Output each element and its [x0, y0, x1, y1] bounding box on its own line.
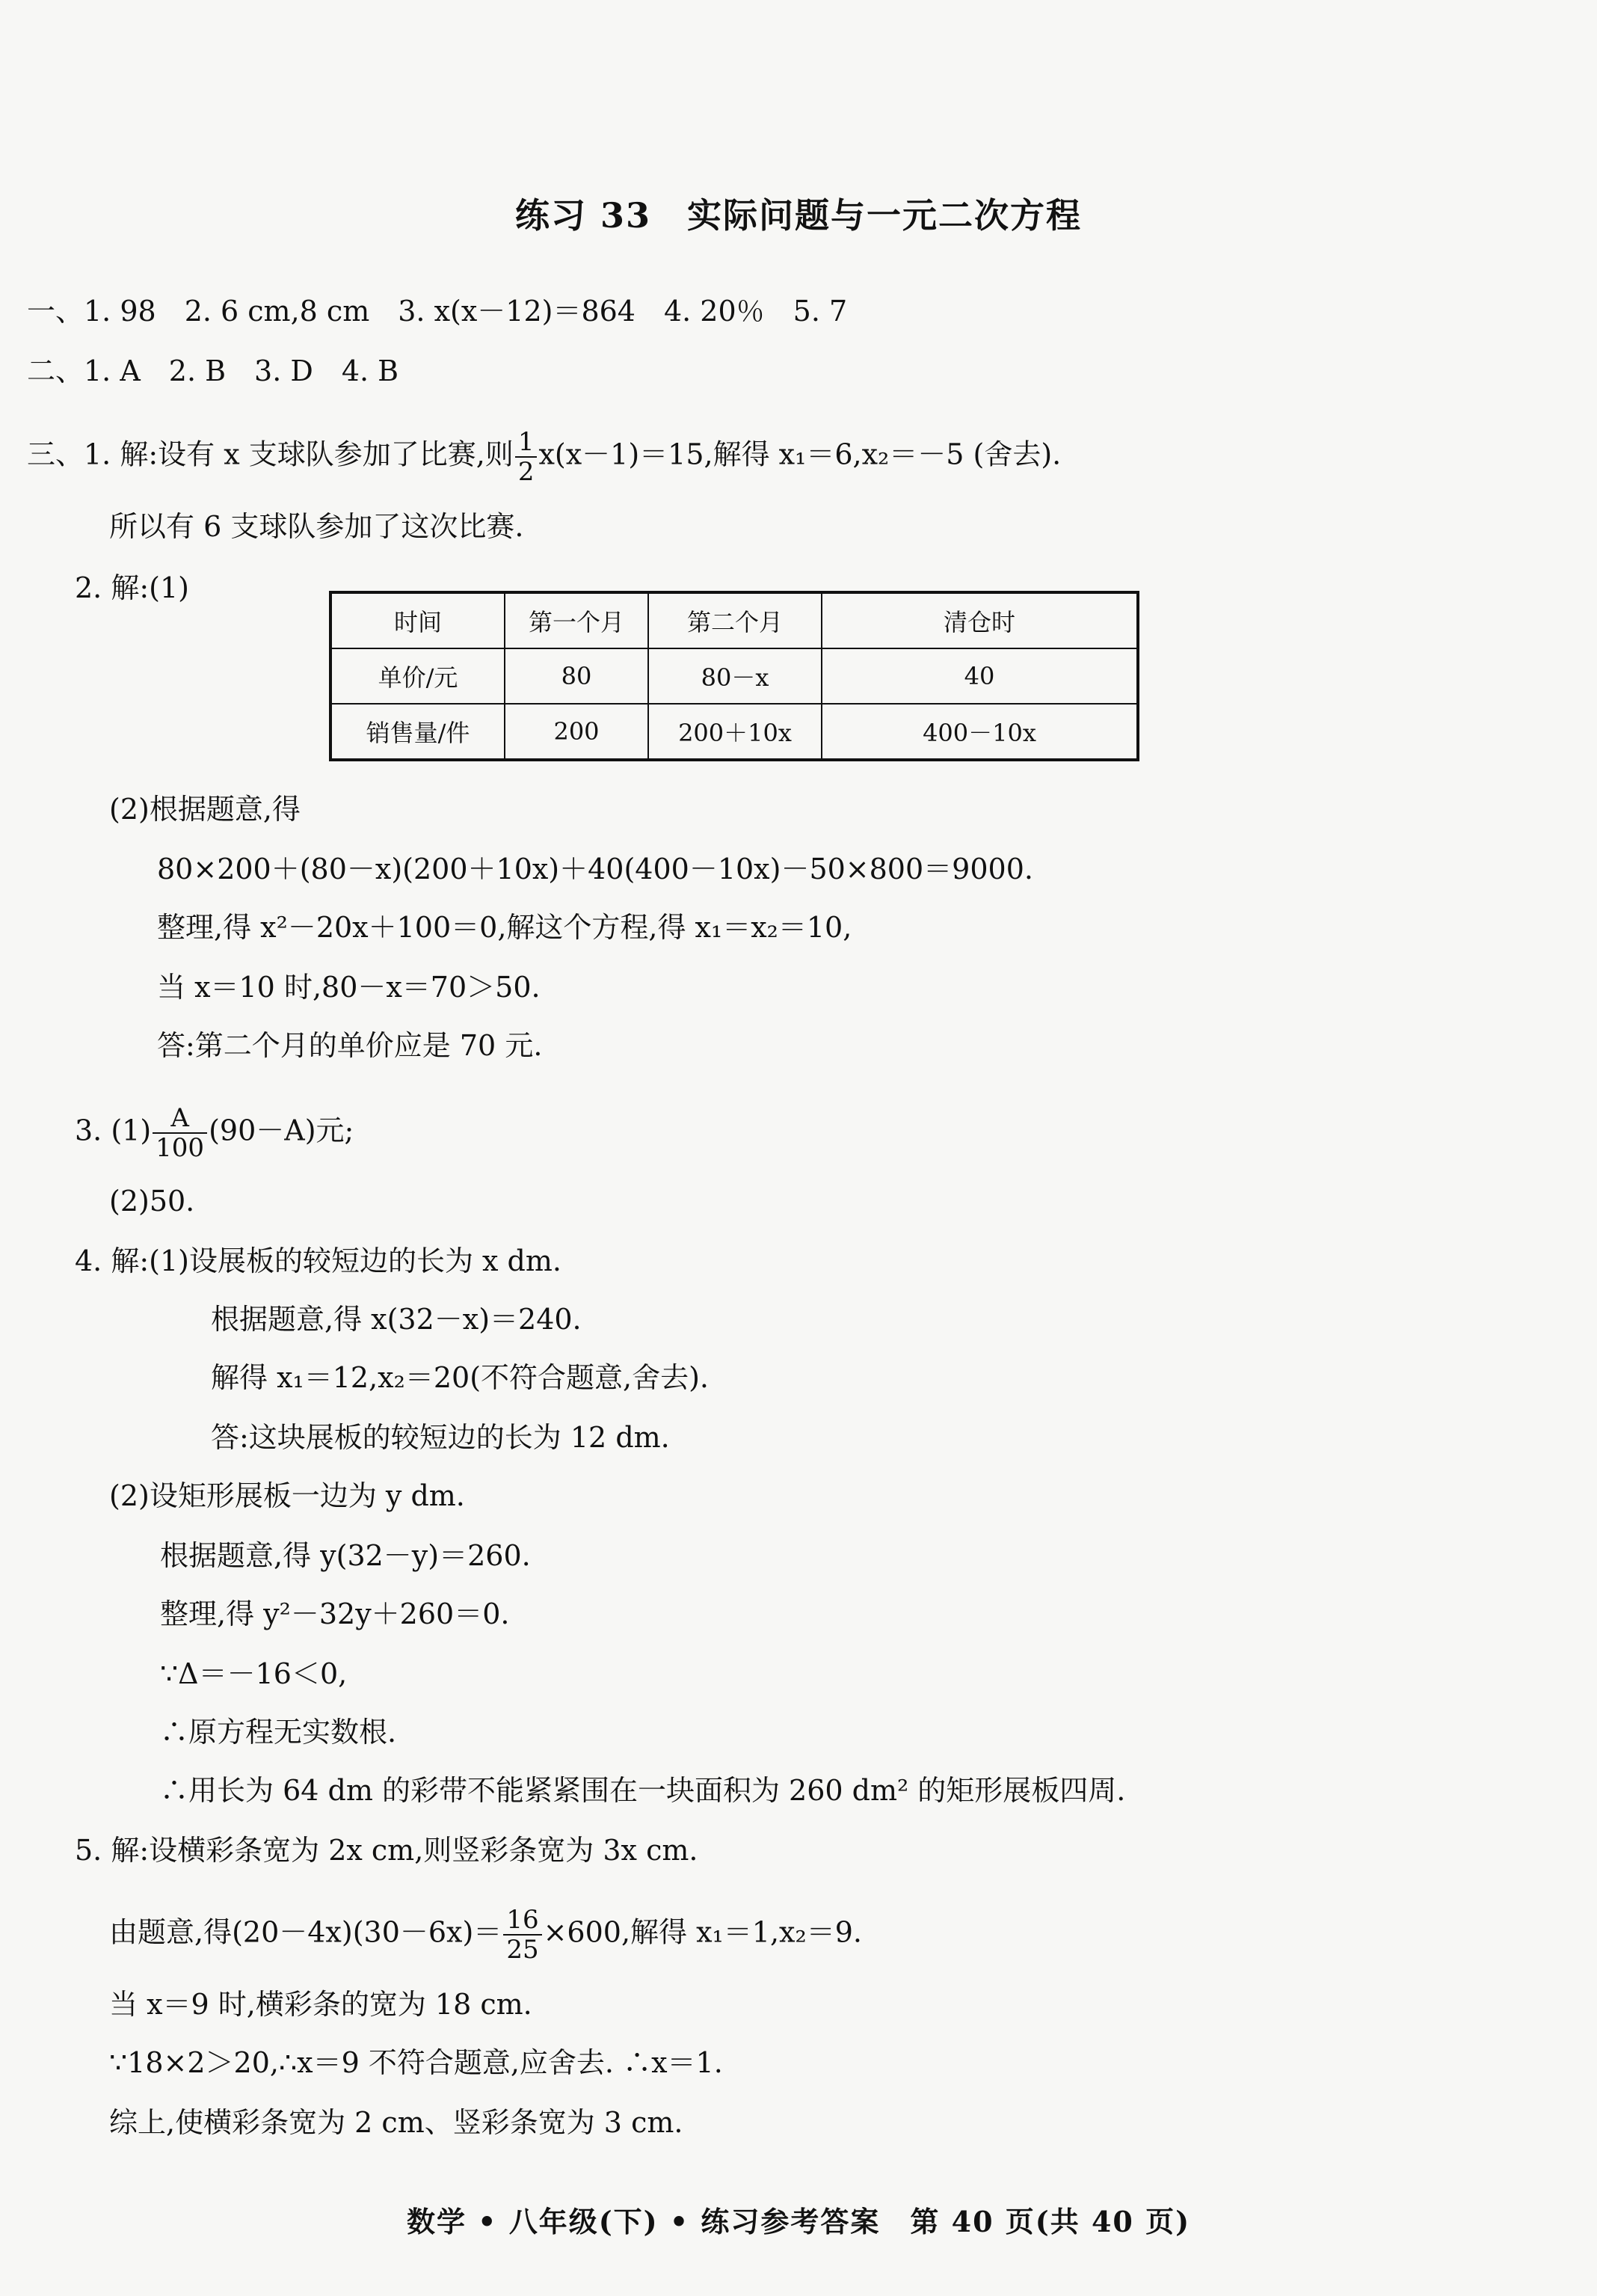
part2-answers: 二、1. A 2. B 3. D 4. B	[27, 354, 399, 387]
q2-simplify: 整理,得 x²－20x＋100＝0,解这个方程,得 x₁＝x₂＝10,	[157, 911, 852, 944]
q1-solution	[27, 428, 1061, 486]
q5-line: 当 x＝9 时,横彩条的宽为 18 cm.	[109, 1988, 532, 2021]
table-cell: 200	[505, 704, 648, 760]
q3-suffix: (90－A)元;	[209, 1114, 354, 1147]
q1-prefix: 三、1. 解:设有 x 支球队参加了比赛,则	[27, 438, 514, 471]
q4-line: 整理,得 y²－32y＋260＝0.	[160, 1597, 510, 1630]
q2-equation: 80×200＋(80－x)(200＋10x)＋40(400－10x)－50×800＝9000.	[157, 853, 1033, 885]
q4-line: 根据题意,得 y(32－y)＝260.	[160, 1539, 531, 1572]
q5-prefix: 由题意,得(20－4x)(30－6x)＝	[109, 1915, 502, 1949]
q1-frac-den: 2	[517, 457, 535, 487]
q4-line: 根据题意,得 x(32－x)＝240.	[211, 1303, 582, 1336]
table-cell: 400－10x	[822, 704, 1138, 760]
sales-table	[329, 591, 1139, 761]
q5-line: 5. 解:设横彩条宽为 2x cm,则竖彩条宽为 3x cm.	[75, 1834, 698, 1867]
q3-part1	[75, 1104, 354, 1162]
q1-suffix: x(x－1)＝15,解得 x₁＝6,x₂＝－5 (舍去).	[538, 438, 1062, 471]
page-title: 练习 33 实际问题与一元二次方程	[514, 195, 1083, 236]
table-header-row	[330, 592, 1138, 648]
q4-line: 4. 解:(1)设展板的较短边的长为 x dm.	[75, 1244, 561, 1277]
table-cell: 200＋10x	[648, 704, 822, 760]
table-cell: 单价/元	[330, 648, 505, 704]
table-row	[330, 648, 1138, 704]
q5-fraction	[503, 1906, 541, 1964]
table-cell: 清仓时	[822, 592, 1138, 648]
table-cell: 时间	[330, 592, 505, 648]
table-row	[330, 704, 1138, 760]
table-cell: 销售量/件	[330, 704, 505, 760]
q5-line: 综上,使横彩条宽为 2 cm、竖彩条宽为 3 cm.	[109, 2106, 683, 2139]
q4-line: 答:这块展板的较短边的长为 12 dm.	[211, 1421, 670, 1454]
q4-line: ∴用长为 64 dm 的彩带不能紧紧围在一块面积为 260 dm² 的矩形展板四周.	[160, 1774, 1126, 1807]
q4-line: 解得 x₁＝12,x₂＝20(不符合题意,舍去).	[211, 1361, 710, 1394]
table-cell: 第二个月	[648, 592, 822, 648]
q3-part2: (2)50.	[109, 1185, 195, 1218]
q4-line: ∵Δ＝－16＜0,	[160, 1657, 348, 1690]
part1-answers: 一、1. 98 2. 6 cm,8 cm 3. x(x－12)＝864 4. 20％ 5. 7	[27, 295, 848, 328]
q2-part2-label: (2)根据题意,得	[109, 793, 301, 826]
page-footer: 数学 • 八年级(下) • 练习参考答案 第 40 页(共 40 页)	[406, 2205, 1191, 2238]
q5-equation	[109, 1906, 862, 1964]
q3-fraction	[153, 1104, 207, 1162]
q1-conclusion: 所以有 6 支球队参加了这次比赛.	[109, 510, 524, 543]
q4-line: (2)设矩形展板一边为 y dm.	[109, 1479, 465, 1512]
q2-label: 2. 解:(1)	[75, 571, 189, 604]
q5-line: ∵18×2＞20,∴x＝9 不符合题意,应舍去. ∴x＝1.	[109, 2046, 723, 2079]
q5-frac-den: 25	[506, 1935, 539, 1965]
q4-line: ∴原方程无实数根.	[160, 1716, 397, 1749]
q2-when: 当 x＝10 时,80－x＝70＞50.	[157, 971, 541, 1004]
q5-suffix: ×600,解得 x₁＝1,x₂＝9.	[543, 1915, 862, 1949]
table-cell: 80－x	[648, 648, 822, 704]
table-cell: 第一个月	[505, 592, 648, 648]
table-cell: 40	[822, 648, 1138, 704]
q1-fraction	[515, 428, 538, 486]
q1-frac-num: 1	[515, 428, 538, 458]
q3-prefix: 3. (1)	[75, 1114, 152, 1147]
table-cell: 80	[505, 648, 648, 704]
q2-answer: 答:第二个月的单价应是 70 元.	[157, 1029, 543, 1062]
q5-frac-num: 16	[503, 1906, 541, 1936]
q3-frac-den: 100	[156, 1133, 205, 1163]
q3-frac-num: A	[153, 1104, 207, 1134]
